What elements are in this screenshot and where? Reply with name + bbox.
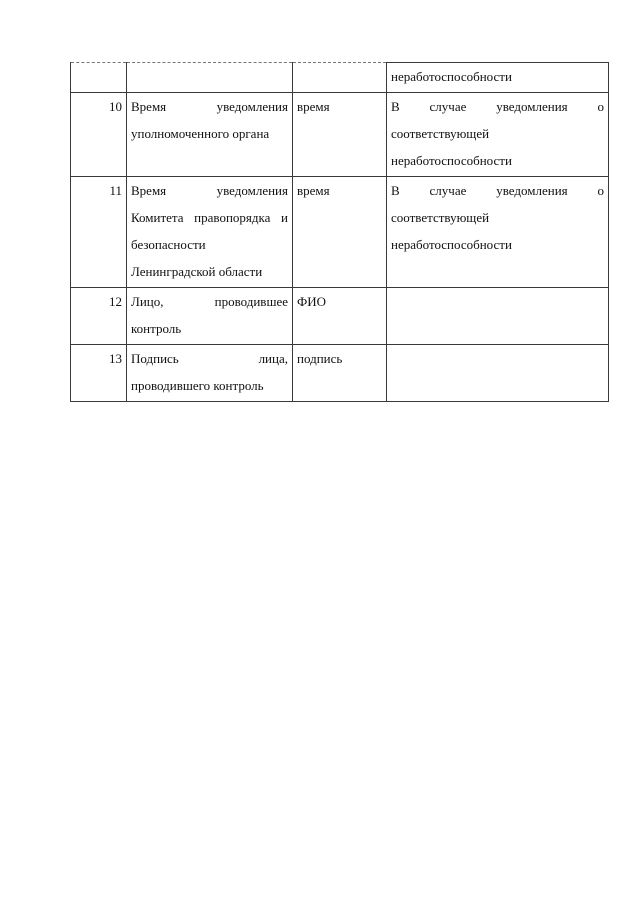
cell-note bbox=[387, 288, 609, 345]
parameters-table bbox=[70, 62, 609, 402]
cell-type bbox=[293, 63, 387, 93]
cell-name bbox=[127, 63, 293, 93]
cell-num bbox=[71, 63, 127, 93]
cell-name: Время уведомления уполномоченного органа bbox=[127, 93, 293, 177]
cell-note: В случае уведомления о соответствующей неработоспособности bbox=[387, 177, 609, 288]
cell-name: Подпись лица, проводившего контроль bbox=[127, 345, 293, 402]
cell-type: время bbox=[293, 93, 387, 177]
cell-num: 10 bbox=[71, 93, 127, 177]
table-row bbox=[71, 93, 609, 177]
cell-type: время bbox=[293, 177, 387, 288]
cell-num: 13 bbox=[71, 345, 127, 402]
cell-type: ФИО bbox=[293, 288, 387, 345]
table-row bbox=[71, 345, 609, 402]
cell-note: неработоспособности bbox=[387, 63, 609, 93]
cell-name: Время уведомления Комитета правопорядка и безопасности Ленинградской области bbox=[127, 177, 293, 288]
table-row bbox=[71, 288, 609, 345]
cell-type: подпись bbox=[293, 345, 387, 402]
table-row-continuation bbox=[71, 63, 609, 93]
table-row bbox=[71, 177, 609, 288]
cell-note: В случае уведомления о соответствующей неработоспособности bbox=[387, 93, 609, 177]
cell-note bbox=[387, 345, 609, 402]
cell-num: 11 bbox=[71, 177, 127, 288]
cell-name: Лицо, проводившее контроль bbox=[127, 288, 293, 345]
cell-num: 12 bbox=[71, 288, 127, 345]
